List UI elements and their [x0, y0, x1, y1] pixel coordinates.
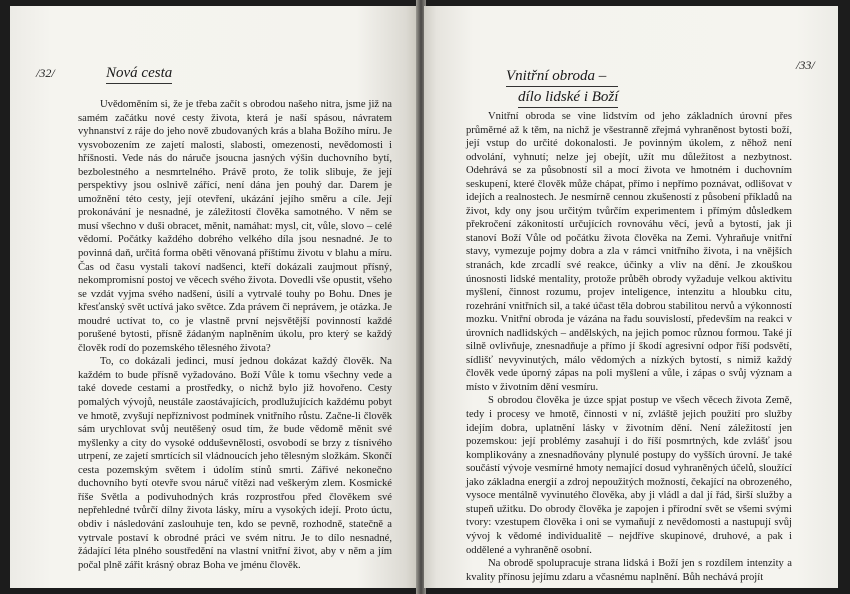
left-page-title [106, 63, 172, 84]
left-page-body [78, 98, 392, 572]
right-page [424, 6, 838, 588]
right-page-title-line1: Vnitřní obroda – [506, 66, 618, 87]
right-page-number: /33/ [796, 58, 815, 72]
right-paragraph-3: Na obrodě spolupracuje strana lidská i Boží jen s rozdílem intenzity a kvality přínosu jejímu zdaru a včasnému naplnění. Bůh nechává projít [466, 558, 792, 583]
left-page [10, 6, 418, 588]
left-paragraph-2: To, co dokázali jedinci, musí jednou dokázat každý člověk. Na každém to bude přísně vyžadováno. Boží Vůle k tomu všechny vede a také dovede cestami a prostředky, o nichž bylo již hovořeno. Cesty pomalých vývojů, neustále zaostávajících, prodlužujících každému pobyt ve hmotě, zvyšují nepříznivost podmínek vnitřního růstu. Začne-li člověk sám urychlovat svůj neutěšený osud tím, že bude vědomě měnit své myšlenky a city do vysoké odduševnělosti, osvobodí se brzy z tísnivého utrpení, ze zajetí smrtících sil vládnoucích jeho tělesným složkám. Skončí cesta pozemským světem i údolím stínů smrti. Zářivé nekonečno duchovního bytí otevře svou náruč vítězi nad veškerým zlem. Kosmické říše Světla a podivuhodných krás rozprostřou před člověkem své nepřehledné tvůrčí dílny života lásky, míru a vysokých idejí. Proto úctu, obdiv i následování zaslouhuje ten, kdo se pevně, rozhodně, statečně a vytrvale postaví k obrodné práci ve svém nitru. Je to dílo nesnadné, žádající léta plného soustředění na vlastní vnitřní život, aby v něm a jím počal plně zářit krásný obraz Boha ve jménu člověk. [78, 356, 392, 571]
left-paragraph-1: Uvědoměním si, že je třeba začít s obrodou našeho nitra, jsme již na samém začátku nové cesty života, která je naší spásou, návratem vyhnanství z ráje do jeho nově zbudovaných krás a blaha Božího míru. Je vysvobozením ze zajetí malosti, slabosti, omezenosti, nevědomosti i hříšnosti. Vede nás do náruče jsoucna jasných výšin duchovního bytí, bezbolestného a nesmrtelného. Právě proto, že tolik slibuje, že její perspektivy jsou oslnivě zářící, není dána jen pouhý dar. Darem je umožnění této cesty, její otevření, ukázání jejího směru a cíle. Její prokonávání je nesnadné, je záležitostí člověka samotného. V něm se musí všechno v duši obracet, měnit, namáhat: mysl, cit, vůle, slovo – celé vědomí. Počátky každého dobrého velkého díla jsou nesnadné. Je to povinná daň, určitá forma oběti věnovaná příštímu životu v blahu a míru. Čas od času vystali takoví nadšenci, kteří dokázali zaujmout přísný, nekompromisní postoj ve věcech svého života. Dovedli vše opustit, všeho se vzdát vyjma svého nadšení, úsilí a vytrvalé touhy po Bohu. Dnes je křesťanský svět uctívá jako světce. Zda právem či neprávem, je otázka. Je moudré uctívat to, co je vlastně první nejsvětější povinností každé porušené bytosti, přísně žádaným naplněním úkolu, pro který se každý člověk rodí do pozemského tělesného života? [78, 99, 392, 354]
right-paragraph-2: S obrodou člověka je úzce spjat postup ve všech věcech života Země, tedy i procesy ve hmotě, činnosti v ní, zvláště jejich použití pro služby idejím dobra, uplatnění lásky v životním dění. Není záležitostí jen pozemskou: její problémy zasahují i do říší posmrtných, kde zvlášť jsou komplikovány a znesnadňovány plynulé postupy do vyšších úrovní. Je také součástí vývoje vesmírné hmoty nemající dosud vyhraněných účelů, sloužící jako základna energií a zdroj nepoužitých možností, čekající na obrozeného, vysoce mentálně vyvinutého člověka, aby ji vládl a dal jí řád, širší služby a stupeň užitku. Do obrody člověka je zapojen i přírodní svět se všemi svými tvory: vzestupem člověka i oni se vymaňují z nevědomosti a nastupují svůj vývoj k vědomé individualitě – nejdříve skupinové, druhové, a pak i oddělené a vyhraněně osobní. [466, 395, 792, 556]
right-page-title-line2: dílo lidské i Boží [518, 87, 618, 108]
right-paragraph-1: Vnitřní obroda se vine lidstvím od jeho základních úrovní přes průměrné až k těm, na nichž je všestranně zřejmá vyhraněnost bytosti boží, její vstup do určité dokonalosti. Je povinným úkolem, z něhož není odvolání, vyhnutí; nelze jej obejít, užít mu důležitost a nezbytnost. Odehrává se za působností sil a mocí života ve hmotném i duchovním seskupení, které člověk může chápat, přímo i nepřímo poznávat, odlišovat v idejích a realnostech. Je nesmírně cennou zkušeností z působení příkladů na život, kdy ony jsou určitým tvůrčím experimentem i přímým důsledkem překročení zákonitostí určujících rovnováhu věcí, jevů a bytostí, jak ji stanoví Boží Vůle od počátku života člověka na Zemi. Vyhraňuje vnitřní stavy, vymezuje pojmy dobra a zla v rámci vnitřního života, i na vnějších stranách, kde zrcadlí své reakce, účinky a vliv na dění. Je zkouškou únosnosti lidské mentality, protože průběh obrody vyžaduje velkou aktivitu myšlení, činnost rozumu, projev inteligence, intenzitu a hloubku citu, rozehrání vnitřních sil, a také účast těla dobrou stabilitou nervů a výkonností mozku. Vnitřní obroda je vázána na řadu souvislostí, především na reakci v úrovních nadlidských – andělských, na jejich pomoc různou formou. Také jí silně ovlivňuje, znesnadňuje a přímo jí škodí agresivní odpor říší podsvětí, sídlišť nevyvinutých, málo vědomých a nízkých bytostí, s nimiž každý člověk vede úporný zápas na poli myšlení a vůle, i zápas o svůj význam a místo v životním dění vesmíru. [466, 111, 792, 393]
right-page-title [506, 66, 618, 108]
left-page-title-text: Nová cesta [106, 63, 172, 84]
left-page-number: /32/ [36, 66, 55, 80]
right-page-body [466, 110, 792, 584]
